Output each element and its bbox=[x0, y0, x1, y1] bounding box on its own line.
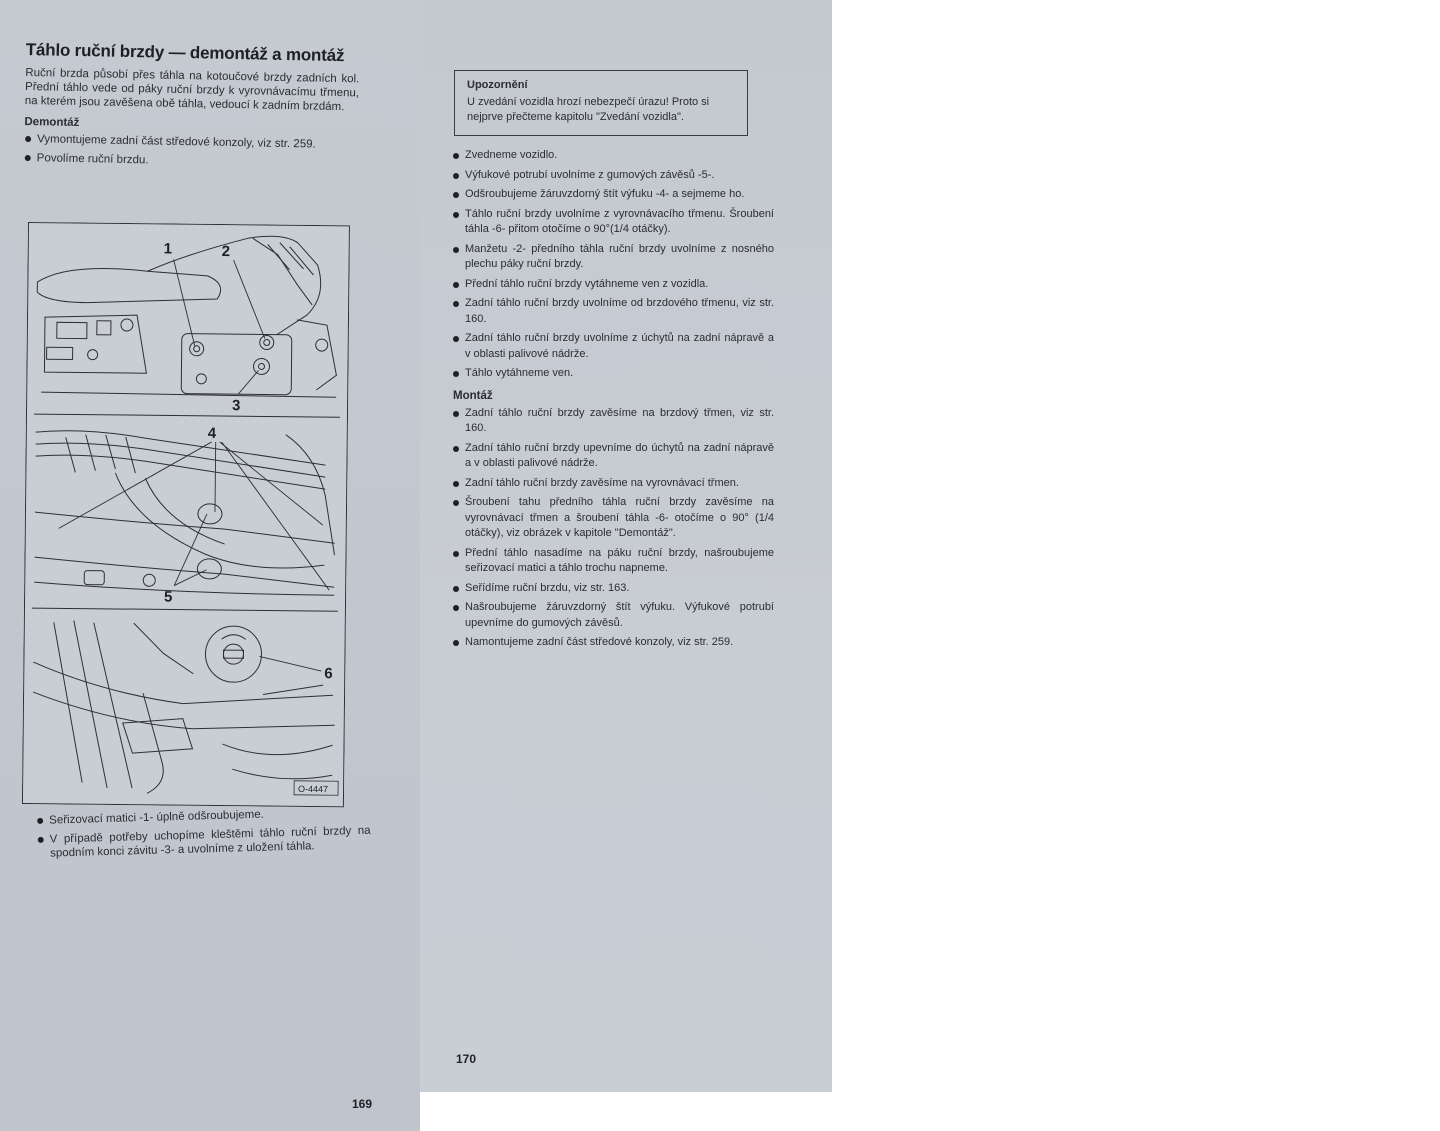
list-item: Táhlo vytáhneme ven. bbox=[452, 366, 774, 382]
figure-callout: 6 bbox=[324, 665, 333, 683]
warning-box bbox=[454, 70, 748, 136]
page-title: Táhlo ruční brzdy — demontáž a montáž bbox=[25, 40, 345, 66]
warning-title: Upozornění bbox=[467, 79, 528, 91]
bullet-icon bbox=[453, 192, 459, 198]
bullet-icon bbox=[453, 282, 459, 288]
bullet-icon bbox=[453, 153, 459, 159]
figure-callout: 5 bbox=[163, 588, 173, 606]
page-number-left: 169 bbox=[352, 1097, 373, 1111]
list-item: Přední táhlo nasadíme na páku ruční brzdy, našroubujeme seřizovací matici a táhlo trochu napneme. bbox=[452, 546, 774, 577]
figure-callout: 2 bbox=[221, 243, 231, 261]
list-item: V případě potřeby uchopíme kleštěmi táhlo ruční brzdy na spodním konci závitu -3- a uvolníme z uložení táhla. bbox=[37, 824, 372, 861]
list-item: Zadní táhlo ruční brzdy upevníme do úchytů na zadní nápravě a v oblasti palivové nádrže. bbox=[452, 441, 774, 472]
bullet-icon bbox=[453, 247, 459, 253]
bullet-icon bbox=[453, 446, 459, 452]
list-item: Táhlo ruční brzdy uvolníme z vyrovnávacího třmenu. Šroubení táhla -6- přitom otočíme o 90°(1/4 otáčky). bbox=[452, 207, 774, 238]
list-item: Přední táhlo ruční brzdy vytáhneme ven z vozidla. bbox=[452, 277, 774, 293]
bullet-icon bbox=[453, 371, 459, 377]
montaz-heading: Montáž bbox=[453, 389, 493, 402]
list-item: Vymontujeme zadní část středové konzoly, viz str. 259. bbox=[24, 132, 358, 152]
list-item: Našroubujeme žáruvzdorný štít výfuku. Výfukové potrubí upevníme do gumových závěsů. bbox=[452, 600, 774, 631]
bullet-icon bbox=[453, 605, 459, 611]
figure-callout: 1 bbox=[163, 240, 173, 258]
list-item: Šroubení tahu předního táhla ruční brzdy zavěsíme na vyrovnávací třmen a šroubení táhla -6- otočíme o 90° (1/4 otáčky), viz obrázek v kapitole "Demontáž". bbox=[452, 495, 774, 542]
list-item: Manžetu -2- předního táhla ruční brzdy uvolníme z nosného plechu páky ruční brzdy. bbox=[452, 242, 774, 273]
bullet-icon bbox=[25, 155, 31, 161]
left-demontaz-list bbox=[24, 132, 359, 171]
list-item: Zadní táhlo ruční brzdy zavěsíme na vyrovnávací třmen. bbox=[452, 476, 774, 492]
right-page-text bbox=[452, 70, 774, 655]
page-number-right: 170 bbox=[456, 1052, 477, 1066]
list-item: Zadní táhlo ruční brzdy uvolníme z úchytů na zadní nápravě a v oblasti palivové nádrže. bbox=[452, 331, 774, 362]
bullet-icon bbox=[453, 481, 459, 487]
list-item: Výfukové potrubí uvolníme z gumových závěsů -5-. bbox=[452, 168, 774, 184]
figure-callout: 4 bbox=[207, 424, 217, 442]
bullet-icon bbox=[25, 136, 31, 142]
right-demontaz-list bbox=[452, 148, 774, 382]
right-page bbox=[420, 0, 832, 1092]
list-item: Zadní táhlo ruční brzdy zavěsíme na brzdový třmen, viz str. 160. bbox=[452, 406, 774, 437]
left-page bbox=[0, 0, 420, 1131]
figure-callout: 3 bbox=[231, 397, 241, 415]
intro-paragraph: Ruční brzda působí přes táhla na kotoučové brzdy zadních kol. Přední táhlo vede od páky ruční brzdy k vyrovnávacímu třmenu, na kterém jsou zavěšena obě táhla, vedoucí k zadním brzdám. bbox=[24, 66, 360, 114]
figure-code: O-4447 bbox=[298, 783, 329, 795]
left-montaz-prep-list bbox=[36, 805, 371, 861]
list-item: Povolíme ruční brzdu. bbox=[24, 151, 358, 171]
bullet-icon bbox=[38, 837, 44, 843]
bullet-icon bbox=[37, 818, 43, 824]
list-item: Namontujeme zadní část středové konzoly, viz str. 259. bbox=[452, 635, 774, 651]
warning-text: U zvedání vozidla hrozí nebezpečí úrazu! Proto si nejprve přečteme kapitolu "Zvedání vozidla". bbox=[467, 96, 710, 123]
list-item: Zvedneme vozidlo. bbox=[452, 148, 774, 164]
bullet-icon bbox=[453, 336, 459, 342]
bullet-icon bbox=[453, 586, 459, 592]
left-after-figure-steps bbox=[36, 805, 371, 866]
bullet-icon bbox=[453, 640, 459, 646]
bullet-icon bbox=[453, 500, 459, 506]
right-montaz-list bbox=[452, 406, 774, 651]
demontaz-heading: Demontáž bbox=[24, 115, 80, 130]
list-item: Zadní táhlo ruční brzdy uvolníme od brzdového třmenu, viz str. 160. bbox=[452, 296, 774, 327]
list-item: Seřizovací matici -1- úplně odšroubujeme. bbox=[36, 805, 370, 828]
bullet-icon bbox=[453, 173, 459, 179]
bullet-icon bbox=[453, 551, 459, 557]
list-item: Odšroubujeme žáruvzdorný štít výfuku -4- a sejmeme ho. bbox=[452, 187, 774, 203]
list-item: Seřídíme ruční brzdu, viz str. 163. bbox=[452, 581, 774, 597]
bullet-icon bbox=[453, 411, 459, 417]
handbrake-cable-illustration bbox=[22, 222, 350, 807]
bullet-icon bbox=[453, 301, 459, 307]
bullet-icon bbox=[453, 212, 459, 218]
left-page-text bbox=[24, 40, 360, 176]
